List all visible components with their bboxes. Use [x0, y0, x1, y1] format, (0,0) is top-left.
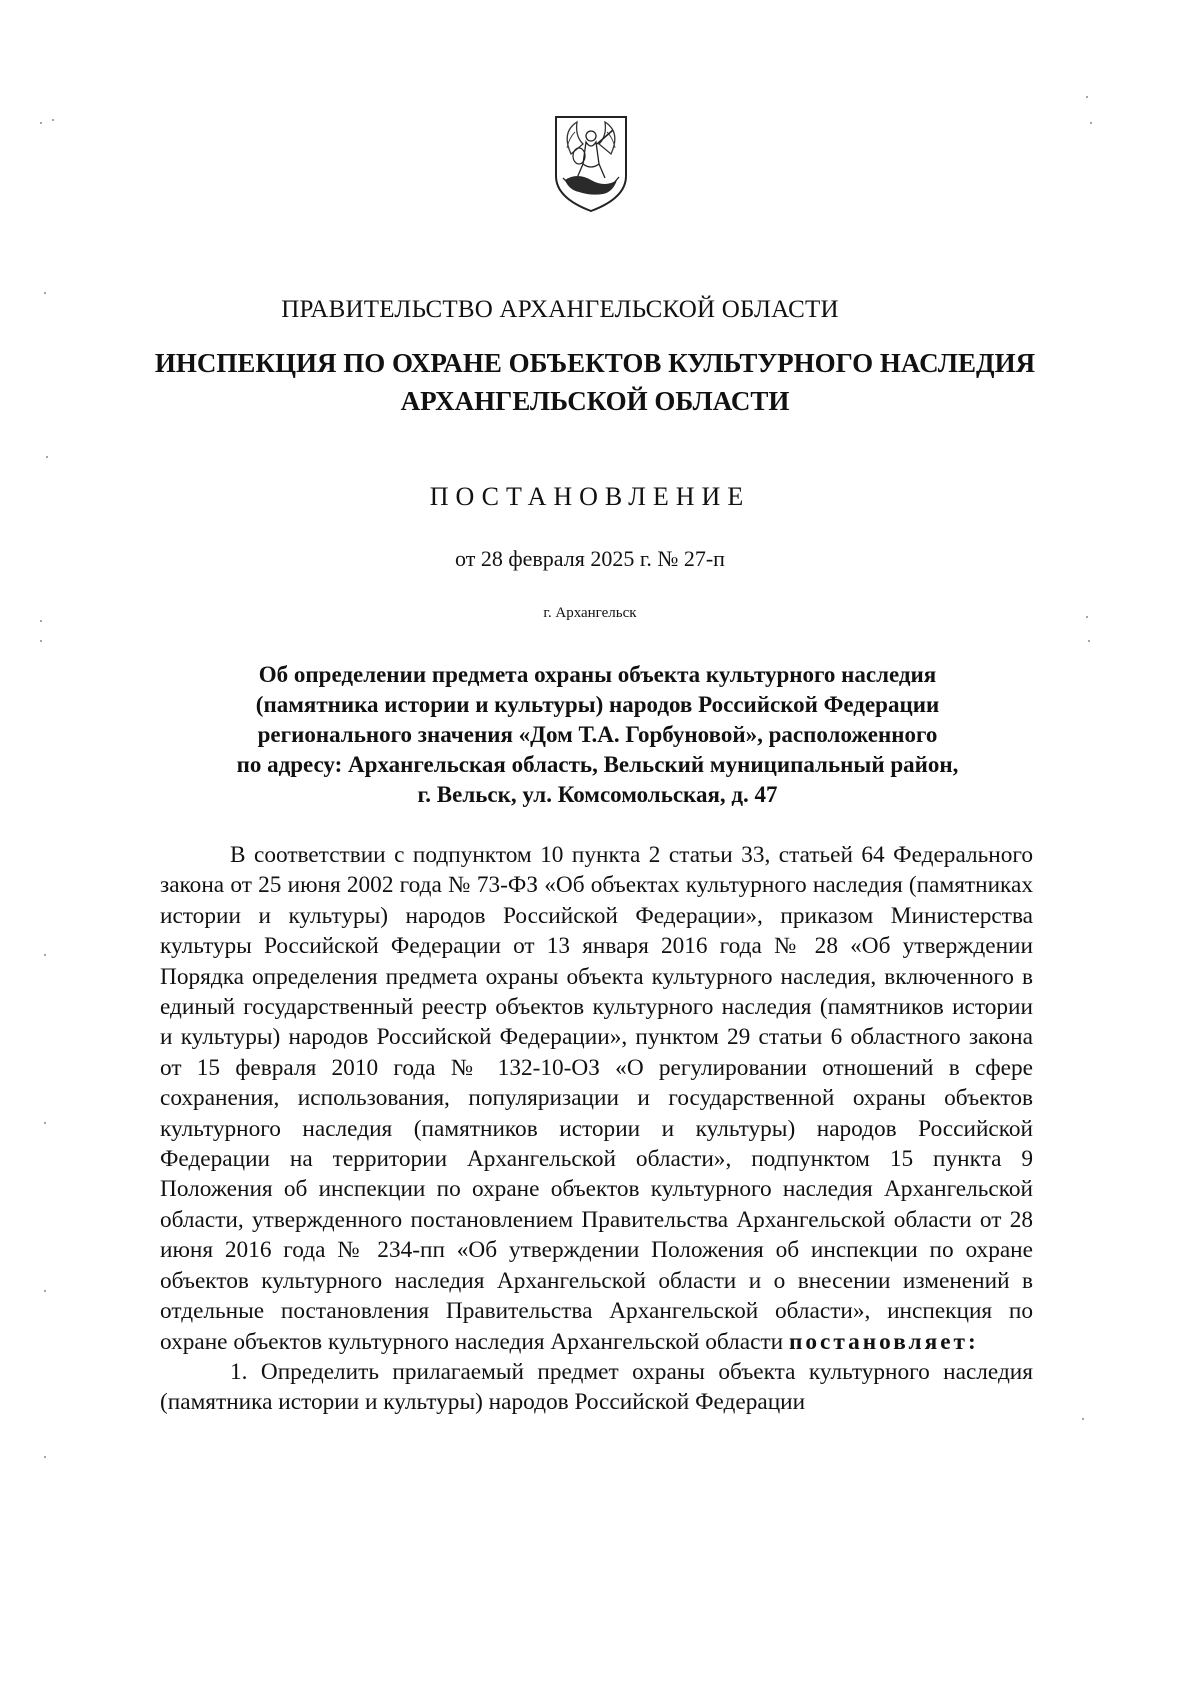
item-1-paragraph: 1. Определить прилагаемый предмет охраны объекта культурного наследия (памятника истории и культуры) народов Российской Федерации	[160, 1358, 1033, 1416]
scan-speck	[40, 640, 42, 642]
scan-speck	[46, 456, 48, 458]
title-line-2: (памятника истории и культуры) народов Российской Федерации	[255, 692, 940, 717]
scan-speck	[44, 292, 46, 294]
title-line-3: регионального значения «Дом Т.А. Горбуновой», расположенного	[257, 722, 938, 747]
document-type: ПОСТАНОВЛЕНИЕ	[429, 482, 751, 511]
scan-speck	[44, 1456, 46, 1458]
document-title	[160, 660, 1035, 810]
scan-speck	[40, 620, 42, 622]
inspection-name	[130, 344, 1060, 420]
scan-speck	[44, 1122, 46, 1124]
scan-speck	[40, 122, 42, 124]
scan-speck	[52, 119, 54, 121]
inspection-name-line-1: ИНСПЕКЦИЯ ПО ОХРАНЕ ОБЪЕКТОВ КУЛЬТУРНОГО НАСЛЕДИЯ	[154, 348, 1036, 378]
inspection-name-line-2: АРХАНГЕЛЬСКОЙ ОБЛАСТИ	[400, 386, 790, 416]
document-date-number: от 28 февраля 2025 г. № 27-п	[455, 546, 725, 571]
preamble-paragraph	[160, 840, 1033, 1357]
scan-speck	[1082, 1418, 1084, 1420]
scan-speck	[1088, 640, 1090, 642]
scan-speck	[1090, 122, 1092, 124]
document-body	[160, 840, 1033, 1418]
document-city: г. Архангельск	[543, 605, 637, 621]
scan-speck	[1086, 96, 1088, 98]
scan-speck	[44, 1290, 46, 1292]
title-line-1: Об определении предмета охраны объекта культурного наследия	[258, 662, 937, 687]
scan-speck	[1086, 616, 1088, 618]
government-name: ПРАВИТЕЛЬСТВО АРХАНГЕЛЬСКОЙ ОБЛАСТИ	[281, 296, 839, 323]
coat-of-arms-icon	[553, 114, 629, 214]
title-line-5: г. Вельск, ул. Комсомольская, д. 47	[417, 782, 778, 807]
scan-speck	[44, 954, 46, 956]
resolves-word: постановляет:	[788, 1328, 979, 1355]
preamble-text: В соответствии с подпунктом 10 пункта 2 статьи 33, статьей 64 Федерального закона от 25 июня 2002 года № 73-ФЗ «Об объектах культурного наследия (памятниках истории и культуры) народов Российской Федерации», приказом Министерства культуры Российской Федерации от 13 января 2016 года № 28 «Об утверждении Порядка определения предмета охраны объекта культурного наследия, включенного в единый государственный реестр объектов культурного наследия (памятников истории и культуры) народов Российской Федерации», пунктом 29 статьи 6 областного закона от 15 февраля 2010 года № 132-10-ОЗ «О регулировании отношений в сфере сохранения, использования, популяризации и государственной охраны объектов культурного наследия (памятников истории и культуры) народов Российской Федерации на территории Архангельской области», подпунктом 15 пункта 9 Положения об инспекции по охране объектов культурного наследия Архангельской области, утвержденного постановлением Правительства Архангельской области от 28 июня 2016 года № 234-пп «Об утверждении Положения об инспекции по охране объектов культурного наследия Архангельской области и о внесении изменений в отдельные постановления Правительства Архангельской области», инспекция по охране объектов культурного наследия Архангельской области	[160, 842, 1033, 1355]
title-line-4: по адресу: Архангельская область, Вельский муниципальный район,	[236, 752, 959, 777]
